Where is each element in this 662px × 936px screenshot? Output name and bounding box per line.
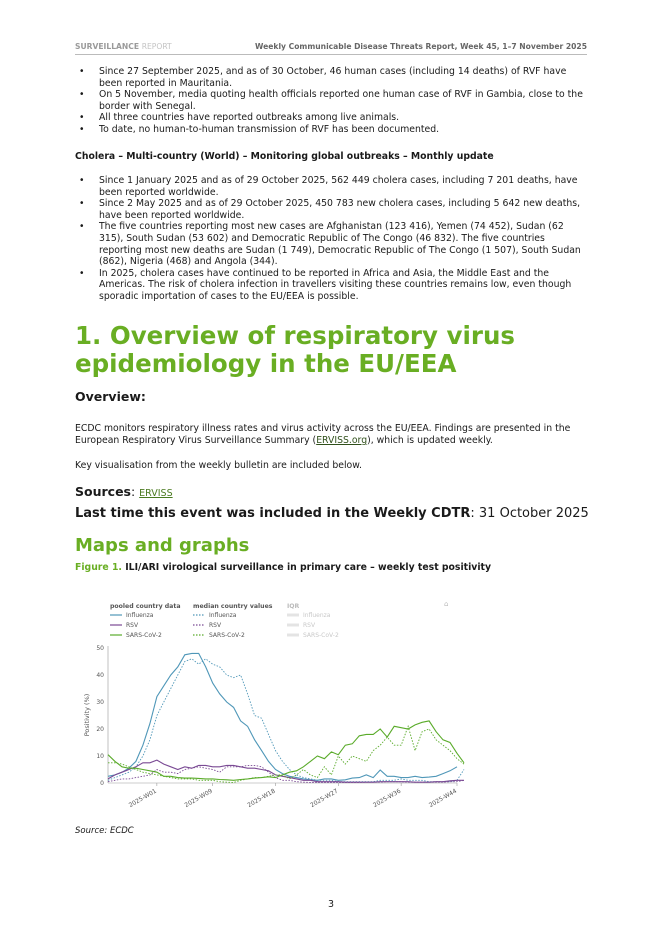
legend-item-pooled[interactable]: RSV xyxy=(126,622,139,629)
legend-item-median[interactable]: Influenza xyxy=(209,612,237,619)
text: ), which is updated weekly. xyxy=(367,435,493,446)
x-tick-label: 2025-W36 xyxy=(372,787,403,810)
legend-group-iqr: IQR xyxy=(287,603,300,610)
header-label: SURVEILLANCE xyxy=(75,42,140,51)
sources-label: Sources xyxy=(75,484,131,499)
list-item: • The five countries reporting most new cases are Afghanistan (123 416), Yemen (74 452), Sudan (62 315), South Sudan (53 602) and Democratic Republic of The Congo (46 832). The five countries reporting most new deaths are Sudan (1 749), Democratic Republic of The Congo (1 507), South Sudan (862), Nigeria (468) and Angola (344). xyxy=(75,221,590,267)
overview-label: Overview: xyxy=(75,389,146,404)
overview-paragraph xyxy=(75,423,590,447)
erviss-link[interactable]: ERVISS.org xyxy=(316,435,368,446)
text: ECDC monitors respiratory illness rates and virus activity across the EU/EEA. Findings are presented in the European Respiratory Virus Surveillance Summary ( xyxy=(75,423,571,446)
x-tick-label: 2025-W44 xyxy=(427,787,458,810)
list-item: • All three countries have reported outbreaks among live animals. xyxy=(75,112,590,124)
legend-item-median[interactable]: SARS-CoV-2 xyxy=(209,632,245,639)
cholera-bullets xyxy=(75,175,590,303)
x-tick-label: 2025-W18 xyxy=(246,787,277,810)
series-sars-cov-2-pooled xyxy=(108,721,464,780)
x-tick-label: 2025-W27 xyxy=(309,787,340,810)
x-tick-label: 2025-W09 xyxy=(183,787,214,810)
legend-item-median[interactable]: RSV xyxy=(209,622,222,629)
x-tick-label: 2025-W01 xyxy=(127,787,158,810)
y-tick-label: 10 xyxy=(96,753,104,760)
list-item: • In 2025, cholera cases have continued to be reported in Africa and Asia, the Middle East and the Americas. The risk of cholera infection in travellers visiting these countries remains low, even though sporadic importation of cases to the EU/EEA is possible. xyxy=(75,268,590,303)
y-axis-label: Positivity (%) xyxy=(83,693,91,737)
list-item: • Since 2 May 2025 and as of 29 October 2025, 450 783 new cholera cases, including 5 642 new deaths, have been reported worldwide. xyxy=(75,198,590,221)
list-item: • Since 1 January 2025 and as of 29 October 2025, 562 449 cholera cases, including 7 201 deaths, have been reported worldwide. xyxy=(75,175,590,198)
home-icon[interactable]: ⌂ xyxy=(444,600,449,608)
list-item: • On 5 November, media quoting health officials reported one human case of RVF in Gambia, close to the border with Senegal. xyxy=(75,89,590,112)
y-tick-label: 40 xyxy=(96,672,104,679)
legend-item-iqr[interactable]: RSV xyxy=(303,622,316,629)
cholera-heading: Cholera – Multi-country (World) – Monitoring global outbreaks – Monthly update xyxy=(75,151,494,162)
page-number: 3 xyxy=(327,899,335,910)
last-included-date: 31 October 2025 xyxy=(478,506,589,521)
section-title: 1. Overview of respiratory virus epidemiology in the EU/EEA xyxy=(75,321,515,378)
positivity-chart xyxy=(70,590,470,820)
sources-line: Sources: ERVISS xyxy=(75,484,173,499)
list-item: • To date, no human-to-human transmission of RVF has been documented. xyxy=(75,124,590,136)
chart-legend xyxy=(110,603,339,639)
header-label-2: REPORT xyxy=(141,42,172,51)
header-report-title: Weekly Communicable Disease Threats Report, Week 45, 1–7 November 2025 xyxy=(254,42,587,51)
y-tick-label: 50 xyxy=(96,645,104,652)
key-visualisation-text: Key visualisation from the weekly bulletin are included below. xyxy=(75,460,362,471)
y-tick-label: 20 xyxy=(96,726,104,733)
y-tick-label: 30 xyxy=(96,699,104,706)
sources-link[interactable]: ERVISS xyxy=(139,488,173,499)
y-tick-label: 0 xyxy=(100,780,104,787)
legend-group-median: median country values xyxy=(193,603,273,610)
figure-label: Figure 1. xyxy=(75,562,122,573)
legend-group-pooled: pooled country data xyxy=(110,603,181,610)
figure-title: ILI/ARI virological surveillance in primary care – weekly test positivity xyxy=(125,562,492,573)
list-item: • Since 27 September 2025, and as of 30 October, 46 human cases (including 14 deaths) of RVF have been reported in Mauritania. xyxy=(75,66,590,89)
legend-item-iqr[interactable]: Influenza xyxy=(303,612,331,619)
figure-source: Source: ECDC xyxy=(75,826,134,836)
rvf-bullets xyxy=(75,66,590,136)
last-included-label: Last time this event was included in the Weekly CDTR xyxy=(75,506,471,521)
page-header xyxy=(75,42,587,55)
series-rsv-pooled xyxy=(108,760,464,782)
legend-item-pooled[interactable]: SARS-CoV-2 xyxy=(126,632,162,639)
last-included-line: Last time this event was included in the Weekly CDTR: 31 October 2025 xyxy=(75,506,589,521)
figure-caption xyxy=(75,562,491,573)
maps-graphs-title: Maps and graphs xyxy=(75,535,250,556)
legend-item-iqr[interactable]: SARS-CoV-2 xyxy=(303,632,339,639)
legend-item-pooled[interactable]: Influenza xyxy=(126,612,154,619)
